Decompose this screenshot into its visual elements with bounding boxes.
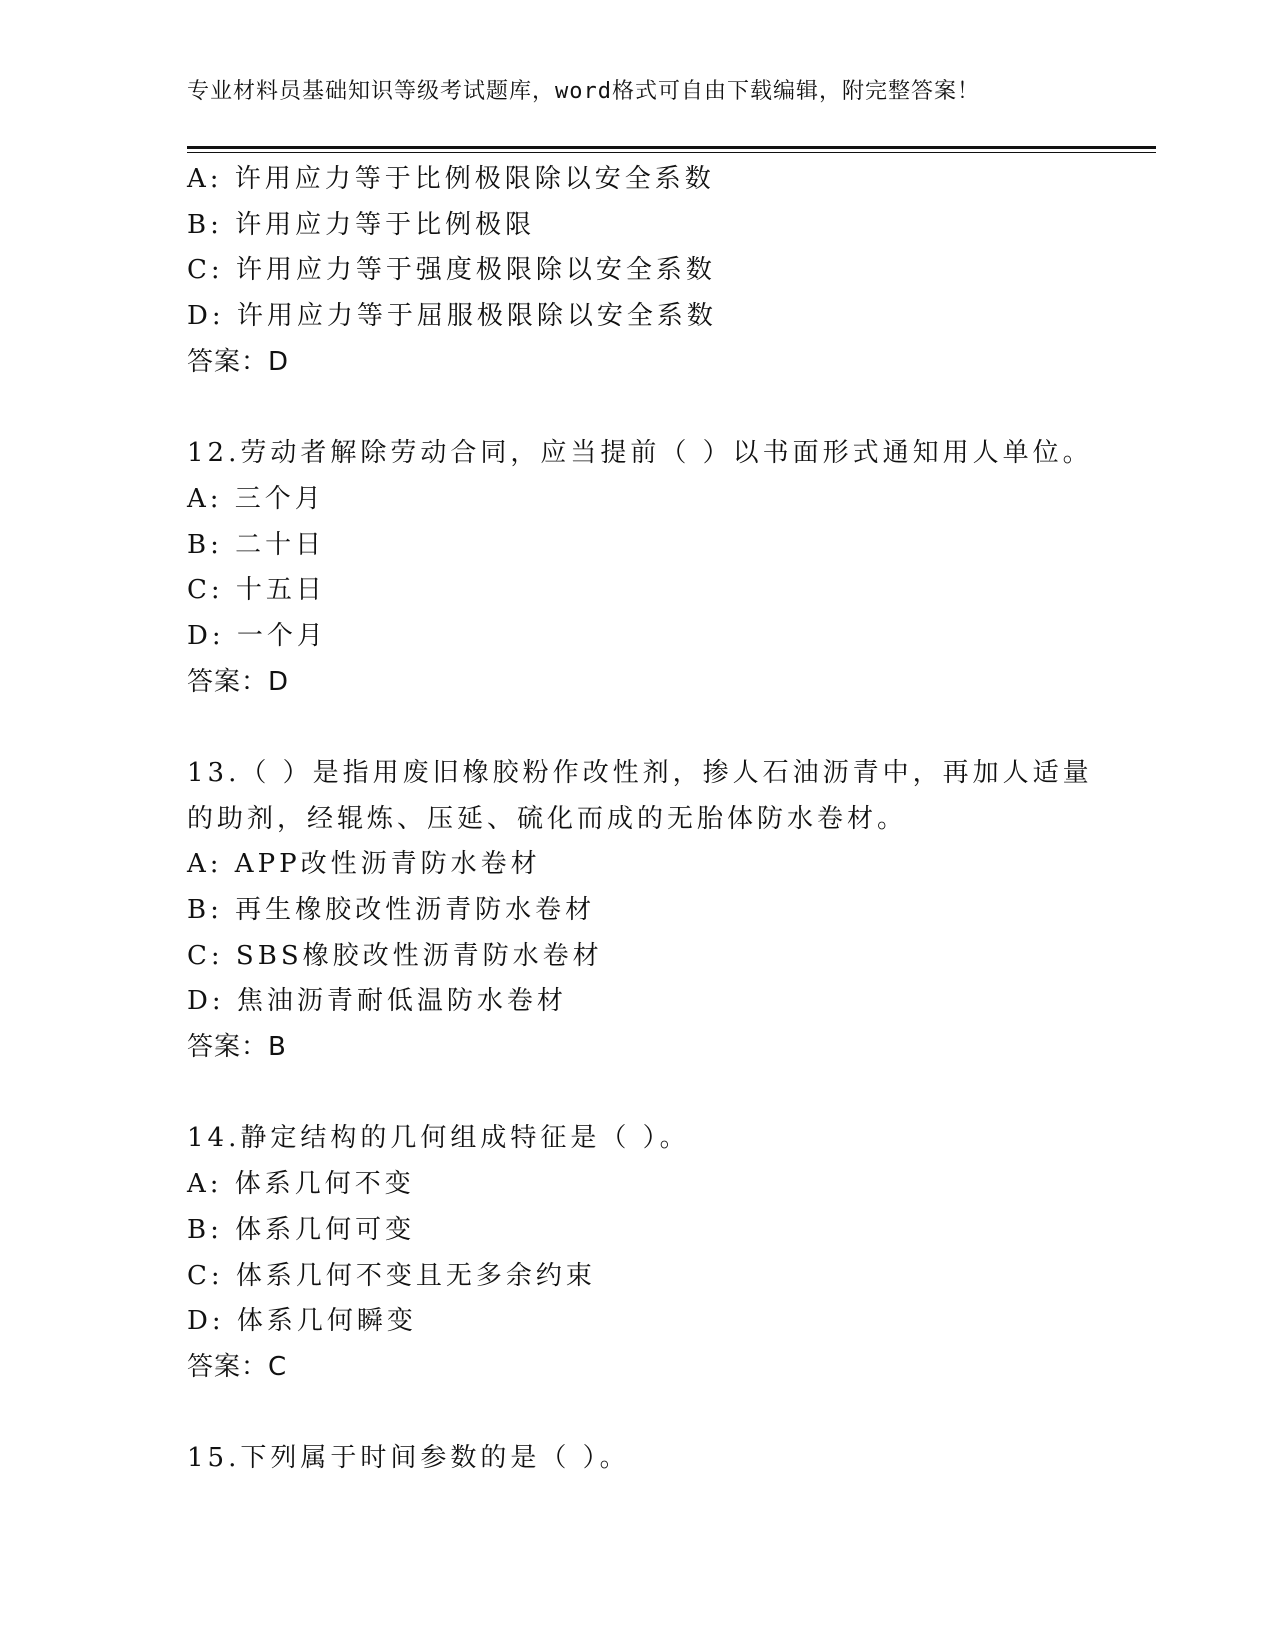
option-d: D: 许用应力等于屈服极限除以安全系数 [187, 301, 717, 332]
option-b: B: 二十日 [187, 529, 326, 560]
question-stem-continued: 的助剂，经辊炼、压延、硫化而成的无胎体防水卷材。 [187, 803, 908, 834]
question-stem: 14.静定结构的几何组成特征是（ ）。 [187, 1123, 690, 1154]
question-14-block [187, 1116, 1147, 1390]
option-b: B: 许用应力等于比例极限 [187, 209, 536, 240]
question-stem: 12.劳动者解除劳动合同，应当提前（ ）以书面形式通知用人单位。 [187, 438, 1093, 469]
answer: 答案：B [187, 1032, 287, 1063]
header-rule-thick [187, 146, 1156, 149]
option-c: C: 体系几何不变且无多余约束 [187, 1260, 596, 1291]
question-stem: 15.下列属于时间参数的是（ ）。 [187, 1443, 630, 1474]
question-15-block [187, 1436, 1147, 1482]
option-d: D: 焦油沥青耐低温防水卷材 [187, 986, 567, 1017]
spacer [187, 1391, 1147, 1437]
question-content [187, 157, 1147, 1482]
question-13-block [187, 751, 1147, 1071]
option-d: D: 一个月 [187, 620, 327, 651]
option-c: C: SBS橡胶改性沥青防水卷材 [187, 940, 603, 971]
question-stem: 13.（ ）是指用废旧橡胶粉作改性剂，掺人石油沥青中，再加人适量 [187, 757, 1093, 788]
option-b: B: 再生橡胶改性沥青防水卷材 [187, 895, 596, 925]
spacer [187, 705, 1147, 751]
page-header: 专业材料员基础知识等级考试题库，word格式可自由下载编辑，附完整答案！ [187, 79, 980, 104]
option-a: A: 许用应力等于比例极限除以安全系数 [187, 164, 715, 194]
question-11-block [187, 157, 1147, 385]
answer: 答案：C [187, 1351, 288, 1382]
answer: 答案：D [187, 666, 290, 697]
answer: 答案：D [187, 346, 290, 377]
header-rule-thin [187, 152, 1156, 153]
option-a: A: APP改性沥青防水卷材 [187, 849, 541, 880]
option-c: C: 许用应力等于强度极限除以安全系数 [187, 255, 716, 286]
option-a: A: 三个月 [187, 483, 325, 514]
question-12-block [187, 431, 1147, 705]
spacer [187, 1071, 1147, 1117]
option-d: D: 体系几何瞬变 [187, 1306, 417, 1337]
option-c: C: 十五日 [187, 575, 326, 606]
spacer [187, 385, 1147, 431]
option-a: A: 体系几何不变 [187, 1169, 415, 1200]
option-b: B: 体系几何可变 [187, 1214, 416, 1245]
